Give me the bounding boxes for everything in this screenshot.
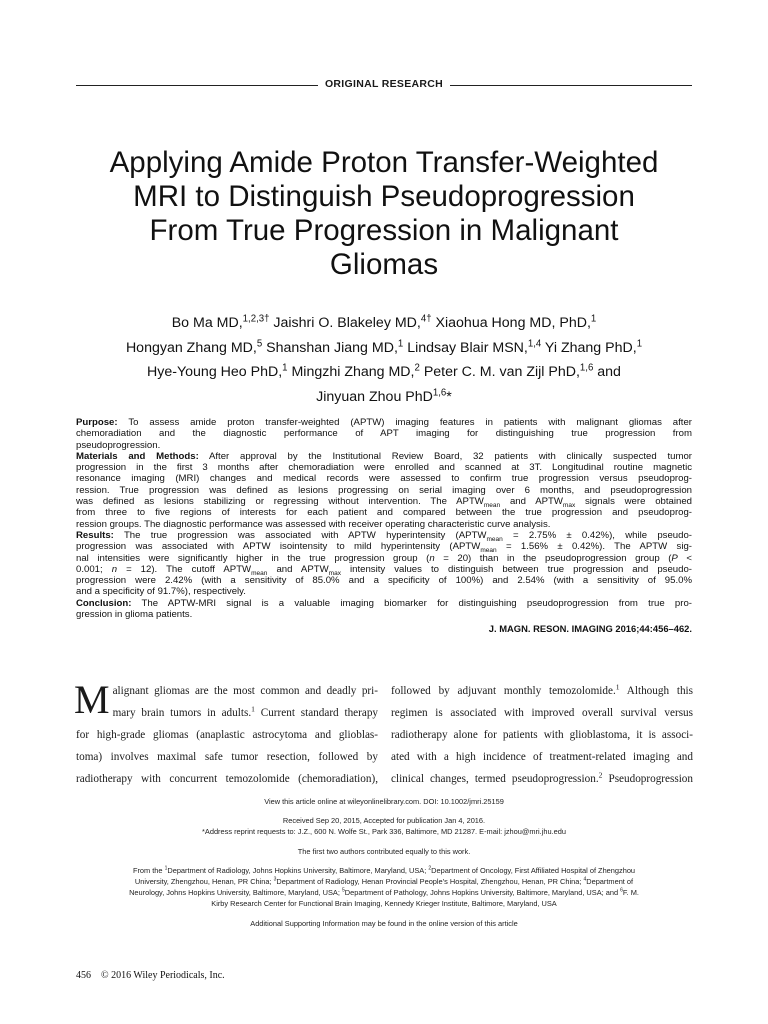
author-list xyxy=(60,311,708,409)
affiliation-text: Department of Radiology, Henan Provincial People’s Hospital, Zhengzhou, Henan, PR China; xyxy=(276,877,584,887)
author-line xyxy=(60,385,708,410)
body-text: Pseudoprogression xyxy=(602,773,693,785)
body-text: Current standard therapy xyxy=(254,707,379,719)
journal-citation: J. MAGN. RESON. IMAGING 2016;44:456–462. xyxy=(488,623,692,635)
section-header xyxy=(76,78,692,94)
equal-contribution-note: The first two authors contributed equally to this work. xyxy=(297,846,471,856)
author-name: Hongyan Zhang MD, xyxy=(125,339,257,356)
author-name: Yi Zhang PhD, xyxy=(541,339,637,356)
abstract-line xyxy=(76,598,692,609)
subscript: max xyxy=(328,569,341,576)
body-text: followed by adjuvant monthly temozolomide. xyxy=(391,685,616,697)
abstract-text: progression was associated with APTW isointensity to mild hyperintensity (APTW xyxy=(76,541,481,553)
abstract-text: signals were obtained xyxy=(575,496,692,508)
reprint-note: *Address reprint requests to: J.Z., 600 N. Wolfe St., Park 336, Baltimore, MD 21287. E-mail: jzhou@mri.jhu.edu xyxy=(202,827,566,837)
abstract-line: gression in glioma patients. xyxy=(76,609,193,621)
spacer xyxy=(76,807,692,815)
body-line: toma) involves maximal safe tumor resection, followed by xyxy=(76,751,378,763)
copyright: © 2016 Wiley Periodicals, Inc. xyxy=(101,970,225,981)
article-title xyxy=(60,146,708,282)
body-column-left xyxy=(74,677,379,790)
drop-cap: M xyxy=(74,677,110,722)
author-affiliation: 1 xyxy=(397,337,404,349)
abstract-text: To assess amide proton transfer-weighted (APTW) imaging features in patients with malignant gliomas after xyxy=(117,417,692,428)
section-label: ORIGINAL RESEARCH xyxy=(324,78,444,90)
affiliation-mark: 2 xyxy=(428,865,432,872)
author-affiliation: 1,2,3† xyxy=(242,313,270,325)
subscript: mean xyxy=(480,547,497,553)
author-name: Mingzhi Zhang MD, xyxy=(287,364,415,380)
italic-n: n xyxy=(111,563,118,575)
abstract-line: from three to five regions of interests for each patient and compared between the true progression and pseudoprog- xyxy=(76,507,692,519)
author-conjunction: and xyxy=(593,364,621,380)
author-name: Bo Ma MD, xyxy=(171,315,243,331)
author-affiliation: 1,4 xyxy=(527,337,542,349)
spacer xyxy=(76,838,692,846)
title-line: From True Progression in Malignant xyxy=(149,214,619,247)
body-line: alignant gliomas are the most common and deadly pri- xyxy=(112,685,378,697)
body-line: radiotherapy with concurrent temozolomide (chemoradiation), xyxy=(76,773,378,785)
results-label: Results: xyxy=(76,529,114,541)
footnotes xyxy=(76,796,692,929)
abstract-line xyxy=(76,564,692,575)
subscript: mean xyxy=(483,501,501,508)
body-text: clinical changes, termed pseudoprogression. xyxy=(391,773,599,785)
abstract-text: nal intensities were significantly higher in the true progression group ( xyxy=(76,552,430,564)
body-text: mary brain tumors in adults. xyxy=(112,707,252,719)
subscript: max xyxy=(562,501,576,508)
body-line: ated with a high incidence of treatment-related imaging and xyxy=(391,751,693,763)
affiliation-text: Department of Radiology, Johns Hopkins University, Baltimore, Maryland, USA; xyxy=(167,865,429,875)
abstract-text: After approval by the Institutional Review Board, 32 patients with clinically suspected tumor xyxy=(198,450,692,462)
affiliations-line xyxy=(76,865,692,876)
affiliation-text: Department of xyxy=(586,877,634,887)
author-line xyxy=(60,311,708,336)
author-affiliation: 1,6 xyxy=(432,386,447,398)
affiliations-line: Kirby Research Center for Functional Brain Imaging, Kennedy Krieger Institute, Baltimore, Maryland, USA xyxy=(211,899,557,909)
reference-mark: 1 xyxy=(615,682,620,692)
affiliation-mark: 5 xyxy=(341,887,345,894)
abstract xyxy=(76,417,692,635)
received-note: Received Sep 20, 2015, Accepted for publication Jan 4, 2016. xyxy=(282,816,486,826)
abstract-line: progression in the first 3 months after chemoradiation were enrolled and scanned at 3T. Longitudinal routine magnetic xyxy=(76,462,692,474)
author-name: Peter C. M. van Zijl PhD, xyxy=(419,364,580,380)
page-footer xyxy=(76,970,376,981)
author-affiliation: 1 xyxy=(636,337,643,349)
purpose-label: Purpose: xyxy=(76,417,118,428)
page-number: 456 xyxy=(76,970,91,981)
spacer xyxy=(76,857,692,865)
abstract-line: and a specificity of 91.7%), respectively. xyxy=(76,586,246,598)
abstract-text: = 1.56% ± 0.42%). The APTW sig- xyxy=(496,541,692,553)
abstract-line xyxy=(76,541,692,552)
affiliation-text: Department of Pathology, Johns Hopkins University, Baltimore, Maryland, USA; and xyxy=(344,888,621,898)
body-line: regimen is associated with improved overall survival versus xyxy=(391,707,693,719)
abstract-line xyxy=(76,496,692,507)
conclusion-label: Conclusion: xyxy=(76,597,132,609)
body-line: radiotherapy alone for patients with glioblastoma, it is associ- xyxy=(391,729,693,741)
abstract-text: 0.001; xyxy=(76,563,112,575)
body-line xyxy=(76,702,378,724)
affiliations-line xyxy=(76,887,692,898)
author-affiliation: 2 xyxy=(414,362,420,374)
abstract-text: = 2.75% ± 0.42%), while pseudo- xyxy=(502,529,692,541)
abstract-text: was defined as lesions stabilizing or regressing without intervention. The APTW xyxy=(76,496,484,508)
author-line xyxy=(60,336,708,361)
author-affiliation: 1 xyxy=(282,362,288,374)
abstract-text: = 12). The cutoff APTW xyxy=(117,563,252,575)
abstract-text: = 20) than in the pseudoprogression group ( xyxy=(434,552,672,564)
abstract-line: resonance imaging (MRI) changes and medical records were assessed to confirm true progression versus pseudoprog- xyxy=(76,473,692,485)
author-affiliation: 4† xyxy=(420,313,432,325)
body-text: Although this xyxy=(619,685,694,697)
author-name: Xiaohua Hong MD, PhD, xyxy=(431,315,591,331)
affiliation-text: Department of Oncology, First Affiliated Hospital of Zhengzhou xyxy=(431,865,636,875)
abstract-text: and APTW xyxy=(500,496,563,508)
reference-mark: 1 xyxy=(251,704,255,714)
affiliation-text: F. M. xyxy=(622,888,639,898)
affiliation-mark: 6 xyxy=(620,887,623,894)
section-rule-right xyxy=(450,85,692,86)
abstract-text: The true progression was associated with APTW hyperintensity (APTW xyxy=(113,529,487,541)
author-affiliation: 5 xyxy=(256,337,263,349)
author-name: Shanshan Jiang MD, xyxy=(262,339,398,356)
affiliation-mark: 4 xyxy=(583,876,587,883)
online-note: View this article online at wileyonlinelibrary.com. DOI: 10.1002/jmri.25159 xyxy=(264,797,504,806)
body-line xyxy=(391,680,693,702)
italic-n: n xyxy=(429,552,435,564)
title-line: MRI to Distinguish Pseudoprogression xyxy=(133,180,635,213)
abstract-line xyxy=(76,417,692,428)
subscript: mean xyxy=(251,569,268,576)
italic-p: P xyxy=(671,552,678,564)
author-name: Hye-Young Heo PhD, xyxy=(147,364,283,380)
abstract-line: chemoradiation and the diagnostic performance of APT imaging for distinguishing true progression from xyxy=(76,428,692,440)
author-affiliation: 1,6 xyxy=(579,362,594,374)
abstract-line: progression were 2.42% (with a sensitivity of 85.0% and a specificity of 100%) and 2.54% (with a sensitivity of 95.0% xyxy=(76,575,692,587)
affiliation-text: Neurology, Johns Hopkins University, Baltimore, Maryland, USA; xyxy=(129,888,342,898)
spacer xyxy=(76,910,692,918)
author-name: Jaishri O. Blakeley MD, xyxy=(269,315,421,331)
affiliation-mark: 1 xyxy=(164,865,168,872)
body-column-right xyxy=(391,680,693,790)
methods-label: Materials and Methods: xyxy=(76,450,199,462)
body-line xyxy=(391,768,693,790)
subscript: mean xyxy=(486,535,503,542)
abstract-text: < xyxy=(677,552,692,564)
corresponding-mark: * xyxy=(446,388,452,405)
affiliations-line xyxy=(76,876,692,887)
affiliation-mark: 3 xyxy=(273,876,277,883)
author-affiliation: 1 xyxy=(590,313,597,325)
affiliation-text: University, Zhengzhou, Henan, PR China; xyxy=(134,877,274,887)
abstract-line xyxy=(76,451,692,462)
abstract-line: ression. True progression was defined as lesions progressing on serial imaging over 6 months, and pseudoprogression xyxy=(76,484,692,496)
abstract-line: pseudoprogression. xyxy=(76,439,161,451)
reference-mark: 2 xyxy=(598,770,603,780)
abstract-line: ression groups. The diagnostic performance was assessed with receiver operating characteristic curve analysis. xyxy=(76,518,551,530)
affiliation-text: From the xyxy=(132,865,165,875)
title-line: Gliomas xyxy=(329,248,439,281)
body-line: for high-grade gliomas (anaplastic astrocytoma and glioblas- xyxy=(76,729,378,741)
author-name: Lindsay Blair MSN, xyxy=(403,339,528,356)
abstract-line xyxy=(76,530,692,541)
title-line: Applying Amide Proton Transfer-Weighted xyxy=(109,146,659,179)
abstract-text: The APTW-MRI signal is a valuable imaging biomarker for distinguishing pseudoprogression from true pro- xyxy=(131,597,692,609)
abstract-line xyxy=(76,553,692,564)
abstract-text: intensity values to distinguish between true progression and pseudo- xyxy=(340,563,692,575)
supporting-info-note: Additional Supporting Information may be found in the online version of this article xyxy=(250,918,518,928)
abstract-text: and APTW xyxy=(267,563,329,575)
author-name: Jinyuan Zhou PhD xyxy=(316,388,433,405)
author-line xyxy=(60,360,708,385)
